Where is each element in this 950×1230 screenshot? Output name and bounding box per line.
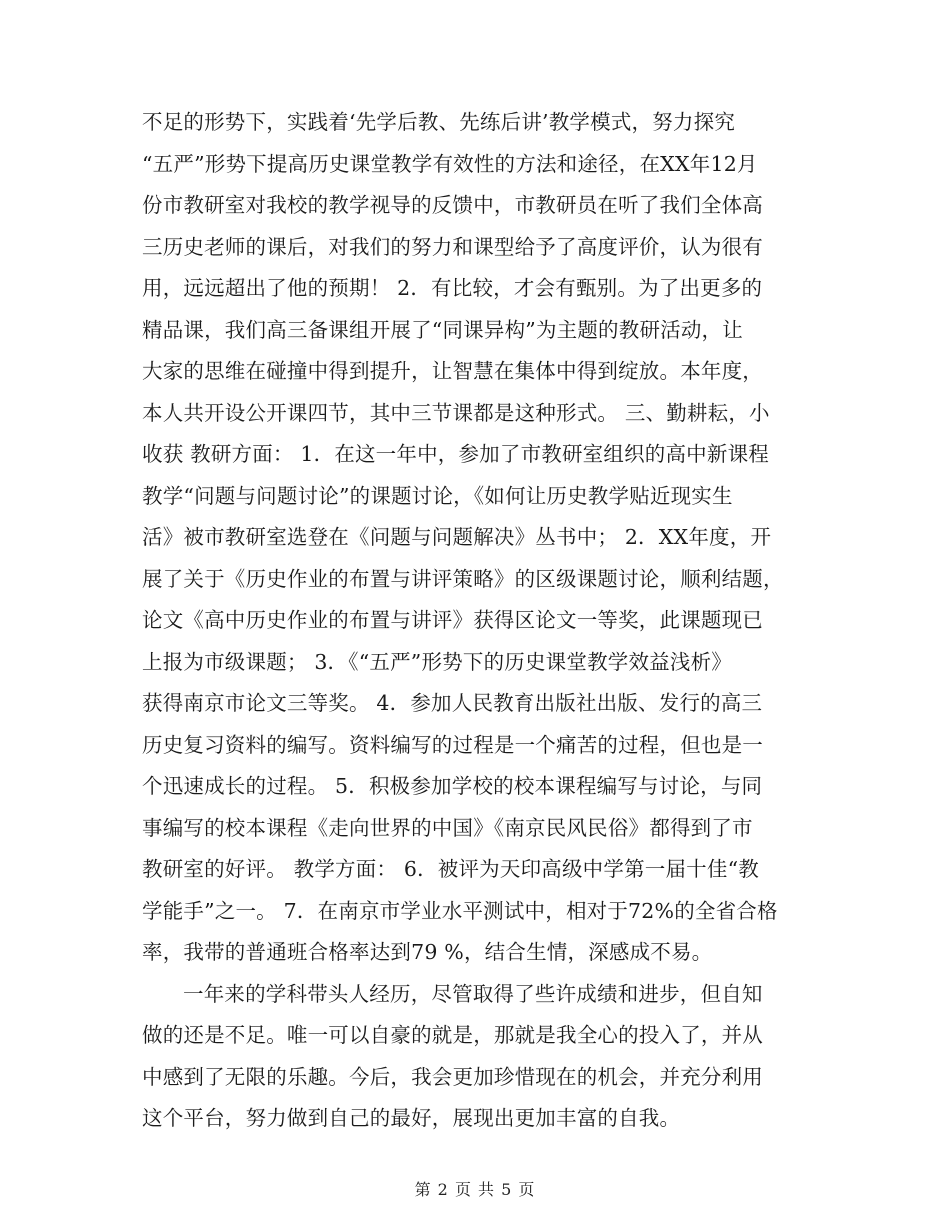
text-line: 中感到了无限的乐趣。今后，我会更加珍惜现在的机会，并充分利用 bbox=[142, 1064, 763, 1089]
text-line: 率，我带的普通班合格率达到79 %，结合生情，深感成不易。 bbox=[142, 940, 713, 964]
text-line: 事编写的校本课程《走向世界的中国》《南京民风民俗》都得到了市 bbox=[142, 815, 753, 840]
text-line: 这个平台，努力做到自己的最好，展现出更加丰富的自我。 bbox=[142, 1106, 681, 1130]
text-line: 教学“问题与问题讨论”的课题讨论，《如何让历史教学贴近现实生 bbox=[142, 483, 733, 508]
body-text bbox=[142, 102, 812, 1140]
text-line: 获得南京市论文三等奖。 4．参加人民教育出版社出版、发行的高三 bbox=[142, 691, 763, 715]
text-line: 论文《高中历史作业的布置与讲评》获得区论文一等奖，此课题现已 bbox=[142, 608, 763, 632]
text-line: 精品课，我们高三备课组开展了“同课异构”为主题的教研活动，让 bbox=[142, 317, 743, 342]
page-number-footer: 第 2 页 共 5 页 bbox=[414, 1180, 536, 1199]
text-line: 收获 教研方面： 1．在这一年中，参加了市教研室组织的高中新课程 bbox=[142, 442, 769, 466]
text-line: 三历史老师的课后，对我们的努力和课型给予了高度评价，认为很有 bbox=[142, 234, 763, 259]
text-line: 本人共开设公开课四节，其中三节课都是这种形式。 三、勤耕耘，小 bbox=[142, 400, 770, 425]
text-line: 不足的形势下，实践着‘先学后教、先练后讲’教学模式，努力探究 bbox=[142, 110, 736, 134]
text-line: 学能手”之一。 7．在南京市学业水平测试中，相对于72%的全省合格 bbox=[142, 898, 778, 923]
text-line: 用，远远超出了他的预期！ 2．有比较，才会有甄别。为了出更多的 bbox=[142, 276, 763, 300]
text-line: 个迅速成长的过程。 5．积极参加学校的校本课程编写与讨论，与同 bbox=[142, 774, 763, 798]
text-line: 教研室的好评。 教学方面： 6．被评为天印高级中学第一届十佳“教 bbox=[142, 857, 759, 881]
text-line: 上报为市级课题； 3．《“五严”形势下的历史课堂教学效益浅析》 bbox=[142, 649, 732, 674]
paragraph-2 bbox=[142, 974, 812, 1140]
text-line: 做的还是不足。唯一可以自豪的就是，那就是我全心的投入了，并从 bbox=[142, 1023, 763, 1047]
paragraph-1 bbox=[142, 102, 812, 974]
text-line: 大家的思维在碰撞中得到提升，让智慧在集体中得到绽放。本年度， bbox=[142, 359, 763, 383]
text-line: 展了关于《历史作业的布置与讲评策略》的区级课题讨论，顺利结题， bbox=[142, 566, 784, 591]
text-line: 一年来的学科带头人经历，尽管取得了些许成绩和进步，但自知 bbox=[183, 981, 763, 1006]
text-line: 历史复习资料的编写。资料编写的过程是一个痛苦的过程，但也是一 bbox=[142, 732, 763, 757]
text-line: “五严”形势下提高历史课堂教学有效性的方法和途径，在XX年12月 bbox=[142, 151, 758, 176]
text-line: 活》被市教研室选登在《问题与问题解决》丛书中； 2．XX年度，开 bbox=[142, 525, 772, 549]
text-line: 份市教研室对我校的教学视导的反馈中，市教研员在听了我们全体高 bbox=[142, 193, 763, 217]
